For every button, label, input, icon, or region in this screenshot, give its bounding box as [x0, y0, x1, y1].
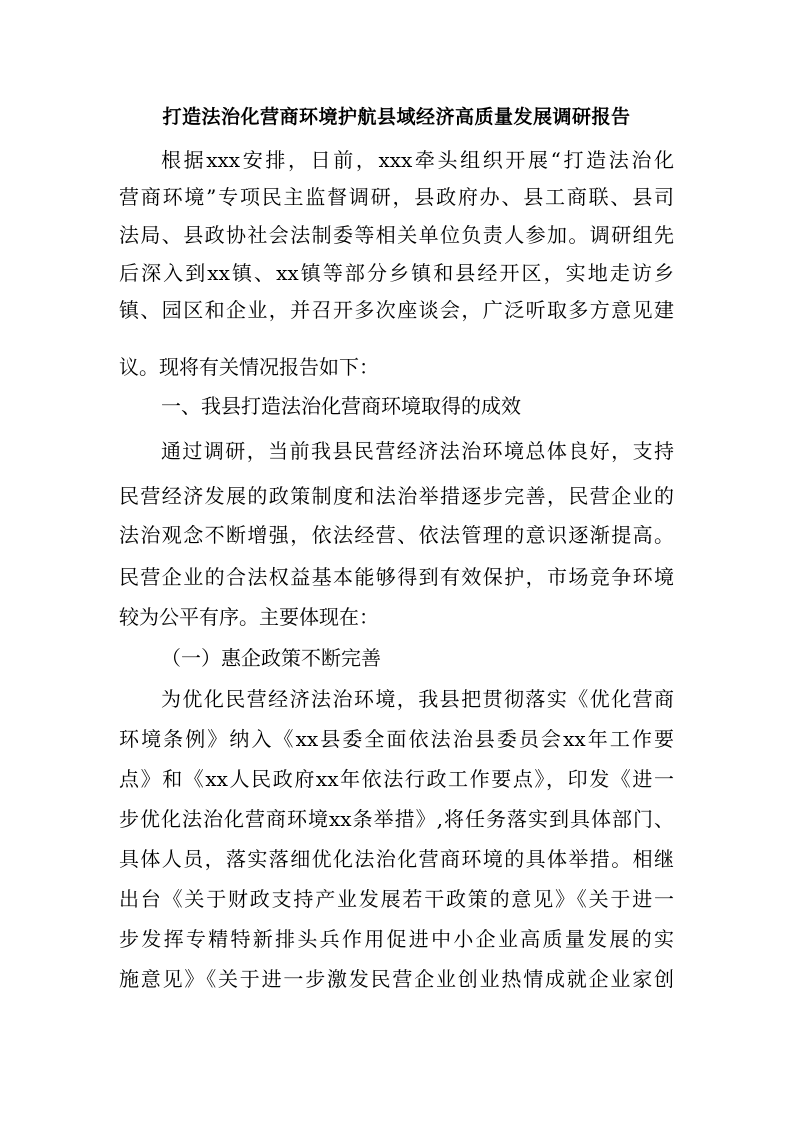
- subsection-heading: （一）惠企政策不断完善: [161, 646, 381, 670]
- paragraph-line: 营商环境”专项民主监督调研，县政府办、县工商联、县司: [119, 185, 674, 209]
- paragraph-line: 环境条例》纳入《xx县委全面依法治县委员会xx年工作要: [119, 727, 674, 751]
- paragraph-line: 通过调研，当前我县民营经济法治环境总体良好，支持: [161, 439, 674, 463]
- paragraph-line: 法治观念不断增强，依法经营、依法管理的意识逐渐提高。: [119, 523, 674, 547]
- paragraph-line: 出台《关于财政支持产业发展若干政策的意见》《关于进一: [119, 887, 674, 911]
- paragraph-line: 为优化民营经济法治环境，我县把贯彻落实《优化营商: [161, 687, 674, 711]
- paragraph-line: 点》和《xx人民政府xx年依法行政工作要点》，印发《进一: [119, 767, 674, 791]
- document-title: 打造法治化营商环境护航县域经济高质量发展调研报告: [162, 106, 631, 128]
- paragraph-line: 民营经济发展的政策制度和法治举措逐步完善，民营企业的: [119, 484, 674, 508]
- section-heading: 一、我县打造法治化营商环境取得的成效: [161, 394, 521, 418]
- paragraph-line: 根据xxx安排，日前，xxx牵头组织开展“打造法治化: [161, 148, 674, 172]
- paragraph-line: 具体人员，落实落细优化法治化营商环境的具体举措。相继: [119, 847, 674, 871]
- paragraph-line: 法局、县政协社会法制委等相关单位负责人参加。调研组先: [119, 223, 674, 247]
- paragraph-line: 后深入到xx镇、xx镇等部分乡镇和县经开区，实地走访乡: [119, 261, 674, 285]
- paragraph-line: 步发挥专精特新排头兵作用促进中小企业高质量发展的实: [119, 927, 674, 951]
- paragraph-line: 民营企业的合法权益基本能够得到有效保护，市场竞争环境: [119, 565, 674, 589]
- paragraph-line: 施意见》《关于进一步激发民营企业创业热情成就企业家创: [119, 967, 674, 991]
- paragraph-line: 议。现将有关情况报告如下：: [119, 355, 379, 379]
- paragraph-line: 较为公平有序。主要体现在：: [119, 605, 379, 629]
- paragraph-line: 镇、园区和企业，并召开多次座谈会，广泛听取多方意见建: [119, 298, 674, 322]
- paragraph-line: 步优化法治化营商环境xx条举措》,将任务落实到具体部门、: [119, 807, 674, 831]
